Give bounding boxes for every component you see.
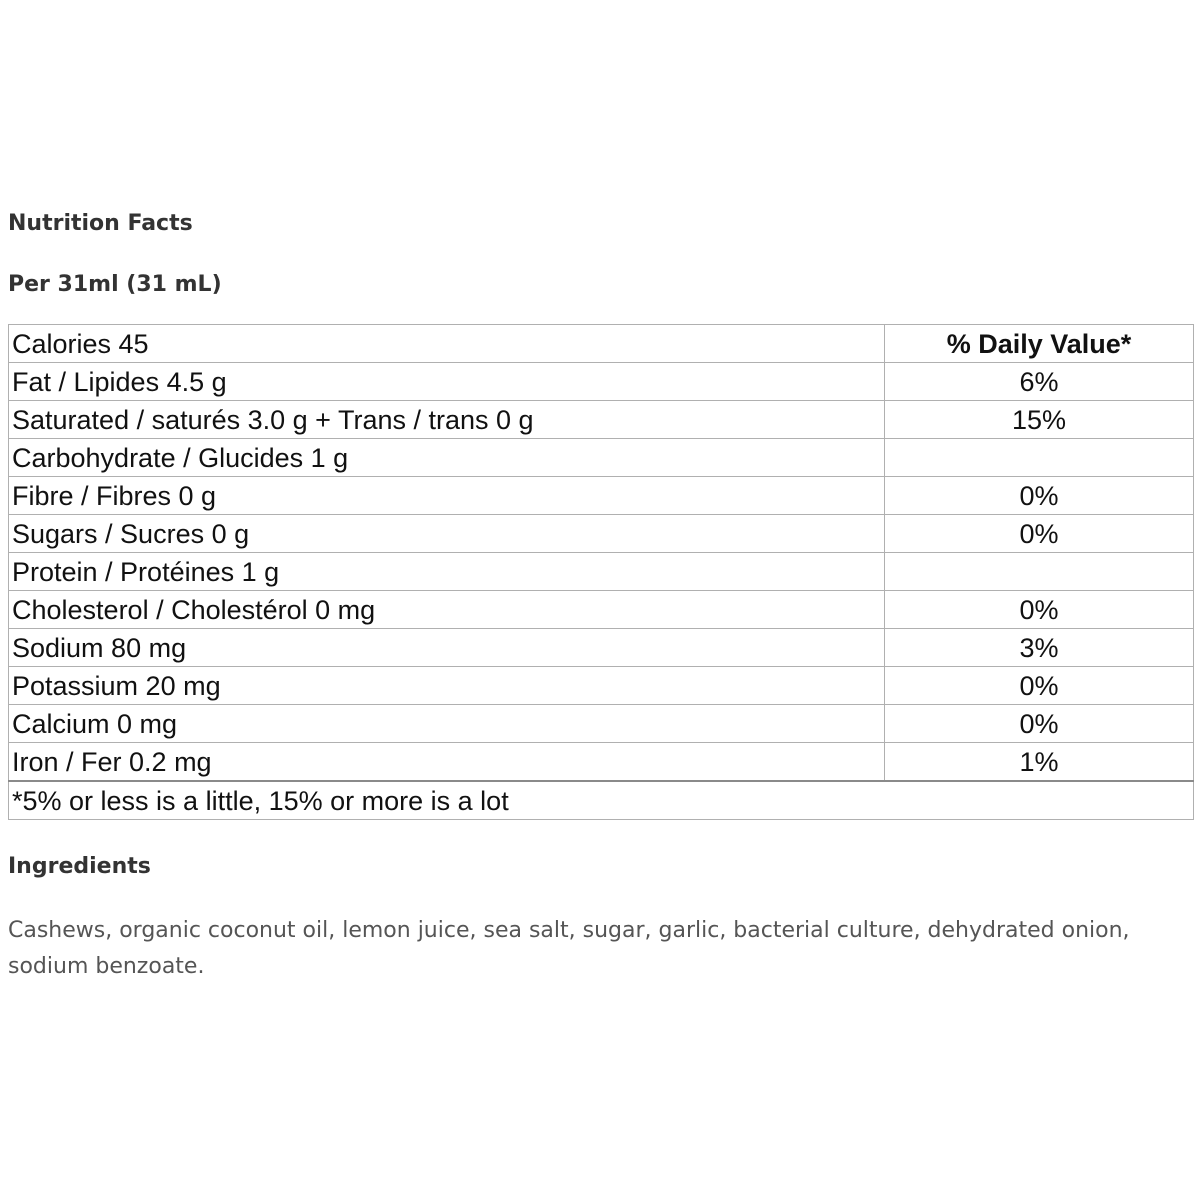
calories-cell: Calories 45 bbox=[9, 325, 885, 363]
serving-size: Per 31ml (31 mL) bbox=[8, 272, 222, 297]
nutrient-label: Sugars / Sucres 0 g bbox=[9, 515, 885, 553]
table-row bbox=[9, 363, 1194, 401]
nutrient-daily-value: 0% bbox=[885, 591, 1194, 629]
nutrient-label: Protein / Protéines 1 g bbox=[9, 553, 885, 591]
table-row bbox=[9, 591, 1194, 629]
nutrient-daily-value: 3% bbox=[885, 629, 1194, 667]
nutrient-daily-value bbox=[885, 439, 1194, 477]
table-row bbox=[9, 743, 1194, 782]
table-row bbox=[9, 401, 1194, 439]
nutrient-daily-value: 0% bbox=[885, 667, 1194, 705]
nutrient-label: Sodium 80 mg bbox=[9, 629, 885, 667]
table-row bbox=[9, 629, 1194, 667]
table-row bbox=[9, 705, 1194, 743]
nutrient-daily-value: 0% bbox=[885, 515, 1194, 553]
nutrient-label: Potassium 20 mg bbox=[9, 667, 885, 705]
footnote-text: *5% or less is a little, 15% or more is a lot bbox=[9, 781, 1194, 820]
nutrient-daily-value: 6% bbox=[885, 363, 1194, 401]
footnote-row bbox=[9, 781, 1194, 820]
daily-value-header: % Daily Value* bbox=[885, 325, 1194, 363]
nutrient-daily-value bbox=[885, 553, 1194, 591]
nutrient-label: Calcium 0 mg bbox=[9, 705, 885, 743]
nutrient-label: Saturated / saturés 3.0 g + Trans / trans 0 g bbox=[9, 401, 885, 439]
nutrient-label: Cholesterol / Cholestérol 0 mg bbox=[9, 591, 885, 629]
table-header-row bbox=[9, 325, 1194, 363]
nutrient-label: Fibre / Fibres 0 g bbox=[9, 477, 885, 515]
nutrient-daily-value: 0% bbox=[885, 477, 1194, 515]
nutrient-label: Carbohydrate / Glucides 1 g bbox=[9, 439, 885, 477]
ingredients-heading: Ingredients bbox=[8, 854, 151, 879]
table-row bbox=[9, 553, 1194, 591]
nutrition-facts-title: Nutrition Facts bbox=[8, 211, 193, 236]
ingredients-text: Cashews, organic coconut oil, lemon juice, sea salt, sugar, garlic, bacterial culture, dehydrated onion, sodium benzoate. bbox=[8, 918, 1130, 979]
nutrient-daily-value: 15% bbox=[885, 401, 1194, 439]
table-row bbox=[9, 477, 1194, 515]
nutrient-label: Iron / Fer 0.2 mg bbox=[9, 743, 885, 782]
table-row bbox=[9, 667, 1194, 705]
table-row bbox=[9, 515, 1194, 553]
nutrition-table bbox=[8, 324, 1194, 820]
nutrient-daily-value: 0% bbox=[885, 705, 1194, 743]
table-row bbox=[9, 439, 1194, 477]
nutrient-label: Fat / Lipides 4.5 g bbox=[9, 363, 885, 401]
nutrient-daily-value: 1% bbox=[885, 743, 1194, 782]
